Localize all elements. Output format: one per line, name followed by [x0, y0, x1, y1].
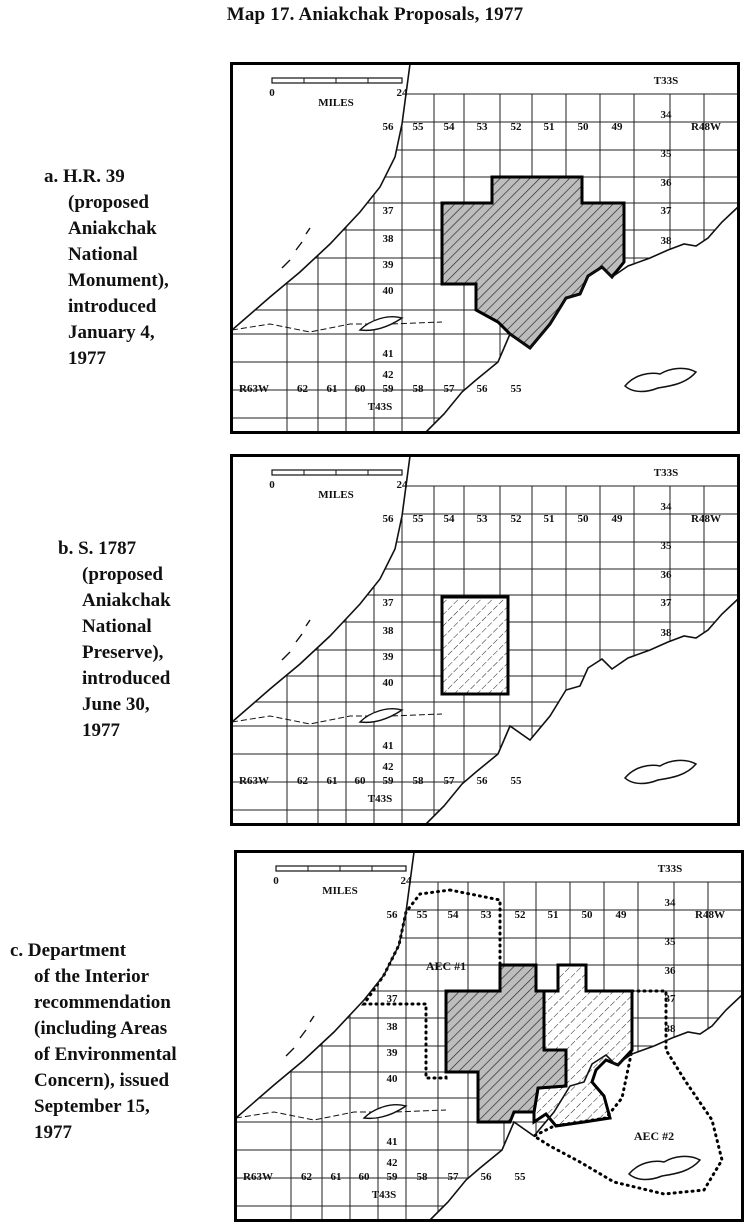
range-label-bottom: 55 [510, 775, 522, 787]
township-label-west: 42 [386, 1157, 398, 1169]
aec2-label: AEC #2 [633, 1129, 675, 1143]
range-label-top: 55 [412, 513, 424, 525]
range-label-bottom: 56 [476, 775, 488, 787]
township-label-east: 37 [660, 205, 672, 217]
township-label-east: 36 [660, 177, 672, 189]
range-label-top: 49 [611, 121, 623, 133]
range-label-bottom: 61 [330, 1171, 342, 1183]
township-south-label: T43S [371, 1189, 397, 1201]
township-label-east: 38 [664, 1023, 676, 1035]
caption-b: b. S. 1787 (proposed Aniakchak National Preserve), introduced June 30, 1977 [58, 538, 171, 741]
scale-start-label: 0 [269, 87, 275, 99]
scale-unit-label: MILES [318, 97, 354, 109]
range-label-top: 51 [547, 909, 559, 921]
range-label-top: 54 [443, 121, 455, 133]
range-label-top: 49 [611, 513, 623, 525]
township-label-west: 38 [382, 625, 394, 637]
range-label-top: 55 [412, 121, 424, 133]
township-label-east: 34 [664, 897, 676, 909]
range-label-top: 53 [476, 121, 488, 133]
range-label-top: 54 [443, 513, 455, 525]
township-label-west: 37 [382, 597, 394, 609]
range-label-top: 49 [615, 909, 627, 921]
range-label-bottom: 57 [443, 775, 455, 787]
range-west-label: R63W [243, 1171, 273, 1183]
range-label-top: 56 [382, 121, 394, 133]
range-label-bottom: 59 [382, 383, 394, 395]
scale-start-label: 0 [269, 479, 275, 491]
aec1-label: AEC #1 [425, 959, 467, 973]
range-label-bottom: 60 [358, 1171, 370, 1183]
map-b-svg [230, 454, 740, 826]
township-label-east: 34 [660, 501, 672, 513]
scale-bar-outline [272, 78, 402, 83]
township-label-west: 39 [382, 651, 394, 663]
township-label-east: 38 [660, 235, 672, 247]
township-label-west: 41 [382, 348, 394, 360]
range-label-top: 51 [543, 121, 555, 133]
range-label-bottom: 59 [386, 1171, 398, 1183]
township-north-label: T33S [653, 467, 679, 479]
range-east-label: R48W [695, 909, 725, 921]
range-label-bottom: 58 [416, 1171, 428, 1183]
township-label-east: 37 [660, 597, 672, 609]
map-c-interior-recommendation [234, 850, 744, 1222]
range-west-label: R63W [239, 383, 269, 395]
township-label-west: 40 [386, 1073, 398, 1085]
range-label-top: 53 [476, 513, 488, 525]
range-label-bottom: 55 [510, 383, 522, 395]
map-b-s1787 [230, 454, 740, 826]
range-label-bottom: 62 [297, 775, 308, 787]
township-label-west: 40 [382, 285, 394, 297]
scale-unit-label: MILES [322, 885, 358, 897]
caption-a: a. H.R. 39 (proposed Aniakchak National Monument), introduced January 4, 1977 [44, 166, 169, 369]
scale-unit-label: MILES [318, 489, 354, 501]
range-label-top: 56 [382, 513, 394, 525]
township-label-west: 39 [382, 259, 394, 271]
township-label-west: 41 [386, 1136, 398, 1148]
township-label-east: 36 [664, 965, 676, 977]
range-east-label: R48W [691, 121, 721, 133]
range-label-bottom: 62 [297, 383, 308, 395]
township-south-label: T43S [367, 793, 393, 805]
range-label-bottom: 60 [354, 775, 366, 787]
range-label-top: 50 [577, 513, 589, 525]
range-label-bottom: 55 [514, 1171, 526, 1183]
range-label-bottom: 56 [476, 383, 488, 395]
range-label-bottom: 57 [443, 383, 455, 395]
range-label-top: 52 [510, 513, 522, 525]
township-label-east: 35 [660, 540, 672, 552]
township-label-east: 38 [660, 627, 672, 639]
range-label-top: 54 [447, 909, 459, 921]
range-label-top: 51 [543, 513, 555, 525]
township-north-label: T33S [657, 863, 683, 875]
township-label-east: 35 [660, 148, 672, 160]
range-label-top: 52 [514, 909, 526, 921]
township-label-west: 40 [382, 677, 394, 689]
range-label-bottom: 59 [382, 775, 394, 787]
township-label-west: 38 [386, 1021, 398, 1033]
range-label-bottom: 57 [447, 1171, 459, 1183]
range-label-bottom: 58 [412, 383, 424, 395]
map-a-hr39 [230, 62, 740, 434]
page-title: Map 17. Aniakchak Proposals, 1977 [226, 4, 524, 25]
range-label-bottom: 56 [480, 1171, 492, 1183]
scale-end-label: 24 [396, 479, 408, 491]
township-label-west: 42 [382, 369, 394, 381]
township-south-label: T43S [367, 401, 393, 413]
range-label-top: 50 [581, 909, 593, 921]
range-label-top: 53 [480, 909, 492, 921]
township-label-west: 42 [382, 761, 394, 773]
range-east-label: R48W [691, 513, 721, 525]
township-label-west: 39 [386, 1047, 398, 1059]
township-label-east: 36 [660, 569, 672, 581]
proposed-preserve-area [442, 597, 508, 694]
scale-start-label: 0 [273, 875, 279, 887]
township-label-east: 34 [660, 109, 672, 121]
range-label-top: 50 [577, 121, 589, 133]
map-c-svg [234, 850, 744, 1222]
range-label-top: 55 [416, 909, 428, 921]
township-north-label: T33S [653, 75, 679, 87]
range-label-top: 52 [510, 121, 522, 133]
township-label-east: 37 [664, 993, 676, 1005]
range-label-top: 56 [386, 909, 398, 921]
township-label-west: 37 [382, 205, 394, 217]
township-label-west: 41 [382, 740, 394, 752]
township-label-east: 35 [664, 936, 676, 948]
map-a-svg [230, 62, 740, 434]
township-label-west: 37 [386, 993, 398, 1005]
range-west-label: R63W [239, 775, 269, 787]
township-label-west: 38 [382, 233, 394, 245]
scale-end-label: 24 [400, 875, 412, 887]
range-label-bottom: 60 [354, 383, 366, 395]
scale-end-label: 24 [396, 87, 408, 99]
range-label-bottom: 61 [326, 775, 338, 787]
caption-c: c. Department of the Interior recommendation (including Areas of Environmental Concern), issued September 15, 1977 [10, 940, 177, 1143]
range-label-bottom: 61 [326, 383, 338, 395]
range-label-bottom: 62 [301, 1171, 312, 1183]
scale-bar-outline [272, 470, 402, 475]
range-label-bottom: 58 [412, 775, 424, 787]
scale-bar-outline [276, 866, 406, 871]
